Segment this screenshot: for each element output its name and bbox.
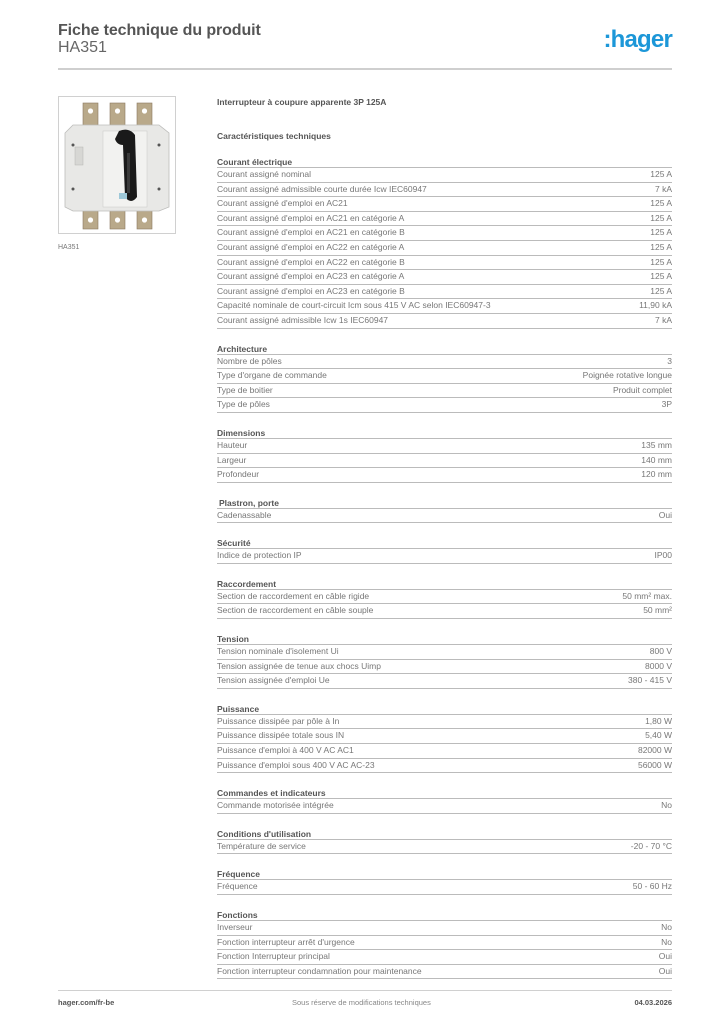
spec-label: Puissance dissipée totale sous IN	[217, 730, 345, 741]
spec-row	[217, 270, 672, 285]
spec-label: Fréquence	[217, 881, 258, 892]
product-description: Interrupteur à coupure apparente 3P 125A	[217, 97, 387, 107]
spec-label: Capacité nominale de court-circuit Icm sous 415 V AC selon IEC60947-3	[217, 300, 491, 311]
spec-value: No	[661, 800, 672, 811]
spec-value: 125 A	[650, 198, 672, 209]
spec-label: Courant assigné d'emploi en AC21 en catégorie A	[217, 212, 405, 223]
footer-divider	[58, 990, 672, 991]
page-header	[58, 20, 672, 70]
spec-label: Courant assigné d'emploi en AC22 en catégorie A	[217, 241, 405, 252]
spec-row	[217, 439, 672, 454]
spec-value: 8000 V	[645, 660, 672, 671]
spec-row	[217, 212, 672, 227]
spec-group-title: Dimensions	[217, 427, 672, 439]
spec-group-title: Courant électrique	[217, 156, 672, 168]
spec-label: Courant assigné d'emploi en AC21 en catégorie B	[217, 227, 405, 238]
spec-row	[217, 369, 672, 384]
spec-value: 125 A	[650, 169, 672, 179]
spec-label: Commande motorisée intégrée	[217, 800, 334, 811]
spec-label: Type de pôles	[217, 399, 270, 410]
section-title: Caractéristiques techniques	[217, 131, 331, 141]
spec-value: 7 kA	[654, 183, 672, 194]
product-image	[58, 96, 176, 234]
spec-row	[217, 645, 672, 660]
spec-value: 125 A	[650, 285, 672, 296]
spec-row	[217, 314, 672, 329]
spec-value: No	[661, 922, 672, 932]
spec-label: Courant assigné d'emploi en AC22 en catégorie B	[217, 256, 405, 267]
spec-row	[217, 355, 672, 370]
spec-group	[217, 909, 672, 979]
spec-value: 125 A	[650, 212, 672, 223]
spec-value: 135 mm	[641, 439, 672, 450]
spec-row	[217, 950, 672, 965]
spec-group	[217, 497, 672, 524]
spec-label: Type de boitier	[217, 384, 273, 395]
footer-disclaimer: Sous réserve de modifications techniques	[292, 998, 431, 1007]
spec-value: 56000 W	[637, 759, 672, 770]
spec-value: 82000 W	[637, 745, 672, 756]
spec-value: 11,90 kA	[639, 300, 672, 311]
spec-label: Puissance d'emploi à 400 V AC AC1	[217, 745, 354, 756]
spec-row	[217, 604, 672, 619]
spec-row	[217, 660, 672, 675]
spec-value: No	[661, 936, 672, 947]
spec-label: Courant assigné d'emploi en AC23 en catégorie B	[217, 285, 405, 296]
spec-row	[217, 256, 672, 271]
document-title: Fiche technique du produit	[58, 22, 261, 39]
spec-group-title: Architecture	[217, 343, 672, 355]
spec-value: 140 mm	[641, 454, 672, 465]
spec-group-title: Sécurité	[217, 537, 672, 549]
spec-group-title: Tension	[217, 633, 672, 645]
spec-group-title: Raccordement	[217, 578, 672, 590]
spec-group	[217, 633, 672, 689]
spec-row	[217, 921, 672, 936]
hager-logo: :hager	[603, 26, 672, 53]
specifications	[217, 96, 672, 979]
spec-label: Cadenassable	[217, 509, 272, 520]
spec-row	[217, 744, 672, 759]
spec-group	[217, 578, 672, 619]
spec-value: 125 A	[650, 227, 672, 238]
spec-value: -20 - 70 °C	[630, 840, 672, 851]
spec-row	[217, 285, 672, 300]
spec-label: Courant assigné d'emploi en AC23 en catégorie A	[217, 271, 405, 282]
spec-row	[217, 674, 672, 689]
spec-label: Section de raccordement en câble rigide	[217, 590, 370, 601]
spec-row	[217, 454, 672, 469]
spec-label: Tension nominale d'isolement Ui	[217, 646, 339, 657]
spec-value: 120 mm	[641, 469, 672, 480]
spec-group	[217, 156, 672, 329]
spec-row	[217, 183, 672, 198]
spec-group-title: Conditions d'utilisation	[217, 828, 672, 840]
spec-label: Puissance d'emploi sous 400 V AC AC-23	[217, 759, 375, 770]
spec-value: 3	[667, 355, 672, 366]
spec-row	[217, 384, 672, 399]
product-reference: HA351	[58, 39, 107, 56]
spec-row	[217, 729, 672, 744]
spec-row	[217, 241, 672, 256]
spec-row	[217, 965, 672, 980]
spec-value: 125 A	[650, 256, 672, 267]
spec-row	[217, 299, 672, 314]
spec-label: Fonction Interrupteur principal	[217, 951, 330, 962]
spec-label: Puissance dissipée par pôle à In	[217, 715, 340, 726]
spec-value: Oui	[658, 951, 672, 962]
spec-label: Indice de protection IP	[217, 550, 302, 561]
spec-row	[217, 509, 672, 524]
spec-row	[217, 759, 672, 774]
spec-row	[217, 840, 672, 855]
spec-label: Nombre de pôles	[217, 355, 282, 366]
spec-value: 50 - 60 Hz	[632, 881, 672, 892]
spec-value: Poignée rotative longue	[582, 370, 672, 381]
spec-value: 5,40 W	[645, 730, 672, 741]
spec-label: Fonction interrupteur arrêt d'urgence	[217, 936, 355, 947]
spec-group	[217, 427, 672, 483]
spec-value: Produit complet	[612, 384, 672, 395]
spec-label: Hauteur	[217, 439, 248, 450]
spec-group	[217, 703, 672, 773]
spec-label: Section de raccordement en câble souple	[217, 605, 374, 616]
spec-groups	[217, 156, 672, 979]
spec-value: 380 - 415 V	[628, 675, 672, 686]
spec-label: Tension assignée d'emploi Ue	[217, 675, 330, 686]
spec-row	[217, 715, 672, 730]
spec-group	[217, 828, 672, 855]
spec-group	[217, 343, 672, 413]
spec-value: Oui	[658, 965, 672, 976]
spec-value: 125 A	[650, 271, 672, 282]
spec-value: 800 V	[649, 646, 672, 657]
spec-label: Courant assigné nominal	[217, 169, 312, 179]
spec-row	[217, 468, 672, 483]
spec-group	[217, 787, 672, 814]
switch-disconnector-illustration	[59, 97, 176, 234]
spec-row	[217, 880, 672, 895]
spec-row	[217, 226, 672, 241]
spec-value: 7 kA	[654, 314, 672, 325]
spec-group-title: Puissance	[217, 703, 672, 715]
spec-value: IP00	[654, 550, 672, 561]
spec-value: 50 mm² max.	[622, 590, 672, 601]
spec-label: Courant assigné admissible courte durée Icw IEC60947	[217, 183, 427, 194]
footer-date: 04.03.2026	[634, 998, 672, 1007]
spec-label: Courant assigné d'emploi en AC21	[217, 198, 348, 209]
spec-label: Largeur	[217, 454, 247, 465]
spec-value: Oui	[658, 509, 672, 520]
spec-label: Tension assignée de tenue aux chocs Uimp	[217, 660, 381, 671]
spec-label: Fonction interrupteur condamnation pour maintenance	[217, 965, 422, 976]
footer-website-link[interactable]: hager.com/fr-be	[58, 998, 115, 1007]
spec-group	[217, 537, 672, 564]
image-caption: HA351	[58, 244, 80, 251]
spec-row	[217, 590, 672, 605]
spec-label: Inverseur	[217, 922, 253, 932]
spec-group	[217, 868, 672, 895]
spec-label: Température de service	[217, 840, 306, 851]
spec-group-title: Fonctions	[217, 909, 672, 921]
spec-row	[217, 549, 672, 564]
spec-label: Type d'organe de commande	[217, 370, 327, 381]
spec-value: 50 mm²	[643, 605, 672, 616]
spec-row	[217, 936, 672, 951]
spec-group-title: Fréquence	[217, 868, 672, 880]
spec-group-title: Plastron, porte	[217, 497, 672, 509]
spec-label: Profondeur	[217, 469, 260, 480]
spec-row	[217, 799, 672, 814]
spec-label: Courant assigné admissible Icw 1s IEC60947	[217, 314, 389, 325]
spec-value: 3P	[661, 399, 672, 410]
spec-group-title: Commandes et indicateurs	[217, 787, 672, 799]
spec-value: 125 A	[650, 241, 672, 252]
spec-row	[217, 168, 672, 183]
spec-row	[217, 197, 672, 212]
spec-value: 1,80 W	[645, 715, 672, 726]
spec-row	[217, 398, 672, 413]
header-divider	[58, 68, 672, 70]
